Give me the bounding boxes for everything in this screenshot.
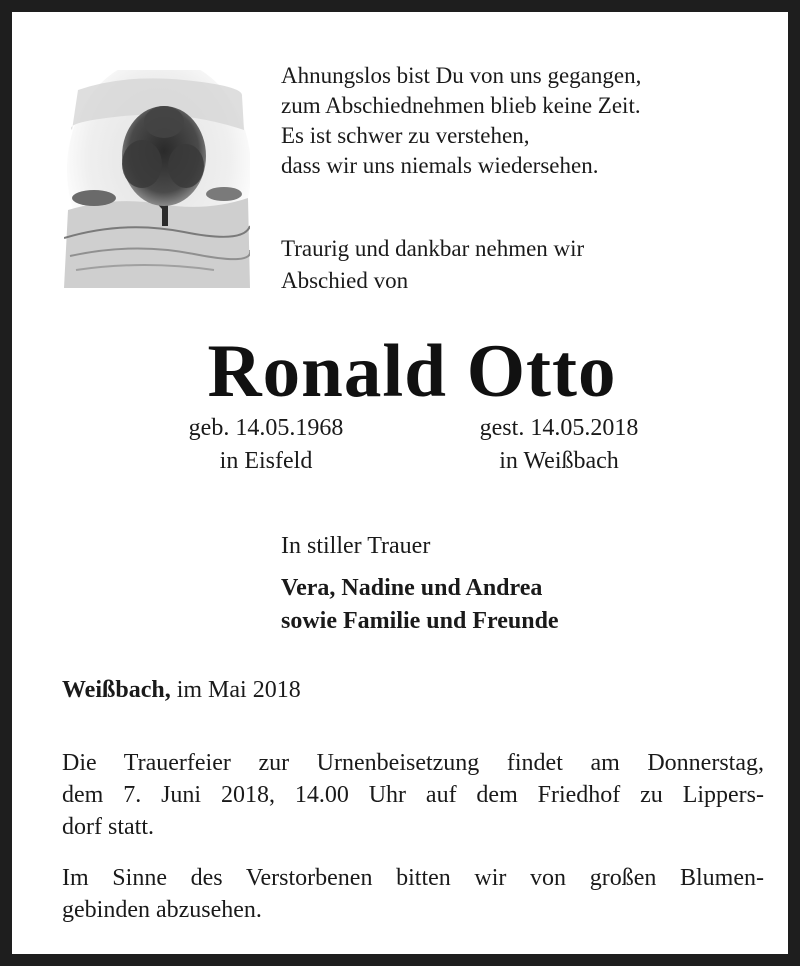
birth-place: in Eisfeld: [219, 448, 313, 474]
poem: [281, 61, 641, 181]
notice-line: dorf statt.: [62, 814, 154, 840]
farewell-line: Traurig und dankbar nehmen wir: [281, 236, 585, 261]
mourning-block: [281, 529, 559, 638]
farewell-line: Abschied von: [281, 268, 409, 293]
poem-line: dass wir uns niemals wiedersehen.: [281, 153, 599, 178]
farewell-text: [281, 233, 584, 297]
poem-line: Es ist schwer zu verstehen,: [281, 123, 530, 148]
birth-info: [136, 412, 396, 478]
death-place: in Weißbach: [499, 448, 619, 474]
notice-line: dem 7. Juni 2018, 14.00 Uhr auf dem Friedhof zu Lippers-: [62, 782, 764, 808]
flowers-notice: [62, 862, 764, 926]
deceased-name: Ronald Otto: [207, 330, 617, 413]
notice-line: Die Trauerfeier zur Urnenbeisetzung findet am Donnerstag,: [62, 750, 764, 776]
mourners-line: Vera, Nadine und Andrea: [281, 575, 543, 601]
mourning-heading: In stiller Trauer: [281, 533, 431, 559]
place-date: [62, 674, 301, 706]
death-info: [429, 412, 689, 478]
mourners-list: [281, 572, 559, 638]
date: im Mai 2018: [176, 677, 301, 703]
mourners-line: sowie Familie und Freunde: [281, 608, 559, 634]
tree-landscape-icon: [64, 70, 250, 288]
poem-line: zum Abschiednehmen blieb keine Zeit.: [281, 93, 641, 118]
place: Weißbach,: [62, 677, 171, 703]
death-date: gest. 14.05.2018: [479, 415, 639, 441]
birth-date: geb. 14.05.1968: [188, 415, 344, 441]
notice-line: Im Sinne des Verstorbenen bitten wir von großen Blumen-: [62, 865, 764, 891]
poem-line: Ahnungslos bist Du von uns gegangen,: [281, 63, 642, 88]
notice-line: gebinden abzusehen.: [62, 897, 262, 923]
funeral-notice: [62, 747, 764, 843]
